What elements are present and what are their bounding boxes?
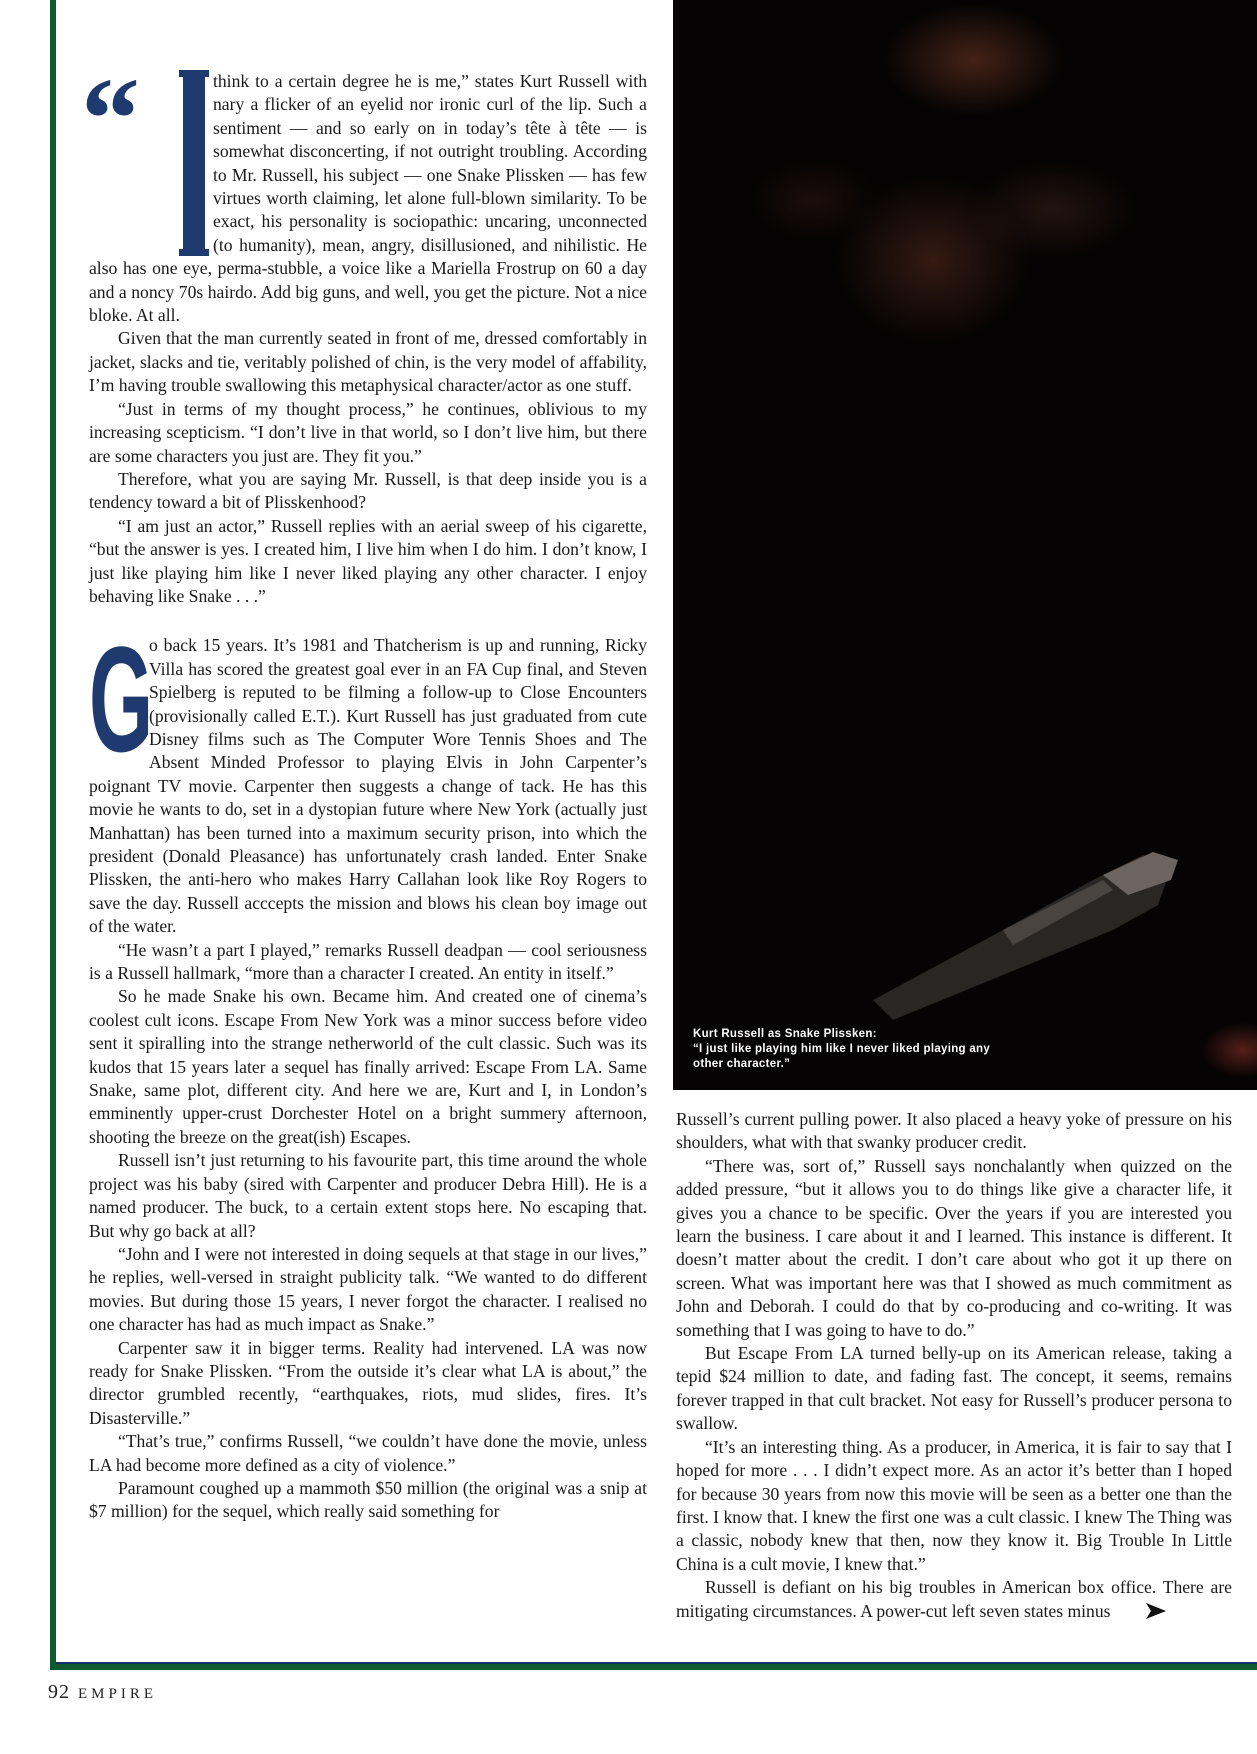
photo-gun-silhouette: [673, 0, 1257, 1090]
article-paragraph-16: But Escape From LA turned belly-up on its American release, taking a tepid $24 million to date, and fading fast. The concept, it seems, remains forever trapped in that cult bracket. Not easy for Russell’s producer persona to swallow.: [676, 1343, 1232, 1434]
article-column-right: [676, 1108, 1232, 1625]
article-paragraph-15: “There was, sort of,” Russell says nonchalantly when quizzed on the added pressure, “but it allows you to do things like give a character life, it gives you a chance to be specific. Over the years if you are interested you learn the business. I care about it and I learned. This instance is different. It doesn’t matter about the credit. I don’t care about who got it up there on screen. What was important here was that I showed as much commitment as John and Deborah. I could do that by co-producing and co-writing. It was something that I was going to have to do.”: [676, 1155, 1232, 1340]
drop-cap-i: [89, 70, 201, 256]
article-paragraph-12: “That’s true,” confirms Russell, “we couldn’t have done the movie, unless LA had become more defined as a city of violence.”: [89, 1431, 647, 1475]
article-paragraph-6: o back 15 years. It’s 1981 and Thatcherism is up and running, Ricky Villa has scored the greatest goal ever in an FA Cup final, and Steven Spielberg is reputed to be filming a follow-up to Close Encounters (provisionally called E.T.). Kurt Russell has just graduated from cute Disney films such as The Computer Wore Tennis Shoes and The Absent Minded Professor to playing Elvis in John Carpenter’s poignant TV movie. Carpenter then suggests a change of tack. He has this movie he wants to do, set in a dystopian future where New York (actually just Manhattan) has been turned into a maximum security prison, into which the president (Donald Pleasance) has unfortunately crash landed. Enter Snake Plissken, the anti-hero who makes Harry Callahan look like Roy Rogers to save the day. Russell acccepts the mission and blows his clean boy image out of the water.: [89, 635, 647, 937]
arrow-right-icon: [1117, 1602, 1166, 1625]
opening-quote-mark: “: [81, 53, 132, 184]
article-paragraph-18-text: Russell is defiant on his big troubles in American box office. There are mitigating circumstances. A power-cut left seven states minus: [676, 1577, 1232, 1621]
article-paragraph-13: Paramount coughed up a mammoth $50 million (the original was a snip at $7 million) for the sequel, which really said something for: [89, 1477, 647, 1522]
bottom-border-rule: [50, 1664, 1257, 1670]
article-column-left: [81, 53, 647, 1524]
article-paragraph-7: “He wasn’t a part I played,” remarks Russell deadpan — cool seriousness is a Russell hallmark, “more than a character I created. An entity in itself.”: [89, 939, 647, 984]
drop-cap-i-glyph: [183, 70, 205, 256]
article-paragraph-1: think to a certain degree he is me,” states Kurt Russell with nary a flicker of an eyelid nor ironic curl of the lip. Such a sentiment — and so early on in today’s tête à tête — is somewhat disconcerting, if not outright troubling. According to Mr. Russell, his subject — one Snake Plissken — has few virtues worth claiming, let alone full-blown similarity. To be exact, his personality is sociopathic: uncaring, unconnected (to humanity), mean, angry, disillusioned, and nihilistic. He also has one eye, perma-stubble, a voice like a Mariella Frostrup on 60 a day and a noncy 70s hairdo. Add big guns, and well, you get the picture. Not a nice bloke. At all.: [89, 71, 647, 326]
magazine-name: EMPIRE: [78, 1686, 158, 1702]
left-border-rule: [50, 0, 56, 1670]
article-paragraph-18: [676, 1576, 1232, 1625]
page-footer: [48, 1681, 157, 1704]
page-number: 92: [48, 1681, 70, 1703]
article-paragraph-5: “I am just an actor,” Russell replies with an aerial sweep of his cigarette, “but the answer is yes. I created him, I live him when I do him. I don’t know, I just like playing him like I never liked playing any other character. I enjoy behaving like Snake . . .”: [89, 515, 647, 606]
photo-caption-title: Kurt Russell as Snake Plissken:: [693, 1028, 877, 1040]
article-paragraph-17: “It’s an interesting thing. As a producer, in America, it is fair to say that I hoped for more . . . I didn’t expect more. As an actor it’s better than I hoped for because 30 years from now this movie will be seen as a better one than the first. I know that. I knew the first one was a cult classic. I knew The Thing was a classic, nobody knew that then, now they know it. Big Trouble In Little China is a cult movie, I knew that.”: [676, 1436, 1232, 1574]
bottom-border-inner-rule: [56, 1662, 1257, 1664]
photo-caption: [693, 1027, 993, 1072]
opening-paragraph: [81, 53, 647, 327]
article-paragraph-3: “Just in terms of my thought process,” he continues, oblivious to my increasing scepticism. “I don’t live in that world, so I don’t live him, but there are some characters you just are. They fit you.”: [89, 398, 647, 466]
photo-caption-quote: “I just like playing him like I never liked playing any other character.”: [693, 1043, 991, 1070]
article-paragraph-2: Given that the man currently seated in front of me, dressed comfortably in jacket, slacks and tie, veritably polished of chin, is the very model of affability, I’m having trouble swallowing this metaphysical character/actor as one stuff.: [89, 328, 647, 396]
snake-plissken-photo: [673, 0, 1257, 1090]
article-paragraph-10: “John and I were not interested in doing sequels at that stage in our lives,” he replies, well-versed in straight publicity talk. “We wanted to do different movies. But during those 15 years, I never forgot the character. I realised no one character has had as much impact as Snake.”: [89, 1243, 647, 1335]
article-paragraph-4: Therefore, what you are saying Mr. Russell, is that deep inside you is a tendency toward a bit of Plisskenhood?: [89, 468, 647, 513]
article-paragraph-9: Russell isn’t just returning to his favourite part, this time around the whole project was his baby (sired with Carpenter and producer Debra Hill). He is a named producer. The buck, to a certain extent stops here. No escaping that. But why go back at all?: [89, 1150, 647, 1241]
drop-cap-g: G: [89, 615, 154, 784]
article-paragraph-11: Carpenter saw it in bigger terms. Reality had intervened. LA was now ready for Snake Plissken. “From the outside it’s clear what LA is about,” the director grumbled recently, “earthquakes, riots, mud slides, fires. It’s Disasterville.”: [89, 1337, 647, 1428]
article-paragraph-14: Russell’s current pulling power. It also placed a heavy yoke of pressure on his shoulders, what with that swanky producer credit.: [676, 1109, 1232, 1153]
article-paragraph-8: So he made Snake his own. Became him. And created one of cinema’s coolest cult icons. Escape From New York was a minor success before video sent it spiralling into the strange netherworld of the cult classic. Such was its kudos that 15 years later a sequel has finally arrived: Escape From LA. Same Snake, same plot, different city. And here we are, Kurt and I, in London’s emminently upper-crust Dorchester Hotel on a bright summery afternoon, shooting the breeze on the great(ish) Escapes.: [89, 986, 647, 1147]
section-two: [89, 615, 647, 938]
